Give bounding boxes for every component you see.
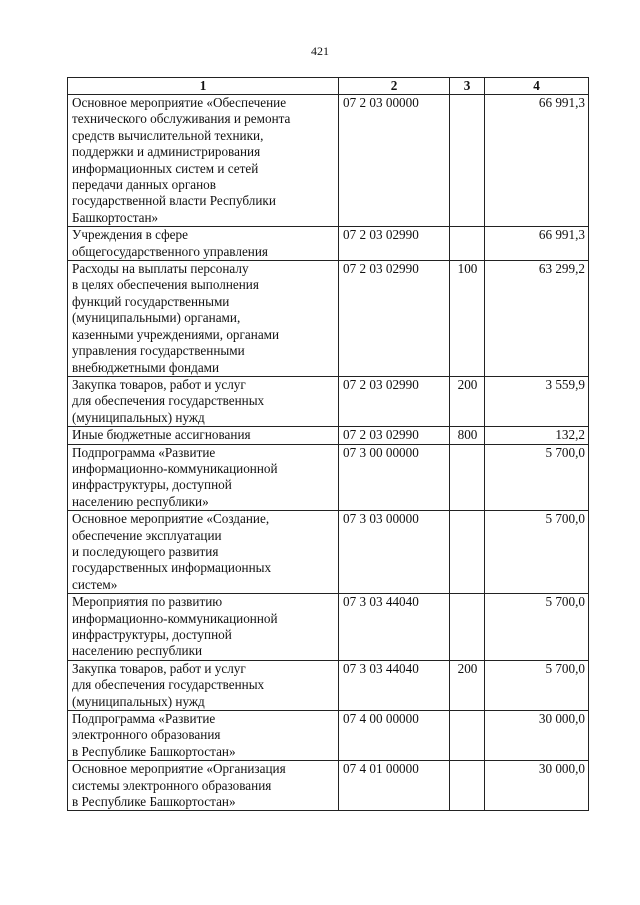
row-amount-cell: 63 299,2 [485,261,589,377]
row-type-cell: 200 [450,376,485,426]
row-name-cell: Основное мероприятие «Создание, обеспечение эксплуатации и последующего развития государственных информационных систем» [68,511,339,594]
row-name-cell: Иные бюджетные ассигнования [68,427,339,444]
row-name-cell: Подпрограмма «Развитие информационно-коммуникационной инфраструктуры, доступной населению республики» [68,444,339,511]
table-row [68,711,589,761]
row-code-cell: 07 4 01 00000 [339,761,450,811]
row-type-cell: 200 [450,660,485,710]
row-type-cell: 800 [450,427,485,444]
row-amount-cell: 132,2 [485,427,589,444]
table-row [68,761,589,811]
row-code-cell: 07 3 03 44040 [339,594,450,661]
row-code-cell: 07 2 03 02990 [339,227,450,261]
row-code-cell: 07 3 00 00000 [339,444,450,511]
column-header-2: 2 [339,78,450,95]
row-code-cell: 07 2 03 00000 [339,95,450,227]
table-row [68,261,589,377]
budget-table [67,77,589,811]
row-type-cell [450,227,485,261]
table-header-row [68,78,589,95]
table-row [68,95,589,227]
row-type-cell [450,761,485,811]
column-header-4: 4 [485,78,589,95]
row-amount-cell: 5 700,0 [485,511,589,594]
row-name-cell: Учреждения в сфере общегосударственного управления [68,227,339,261]
column-header-3: 3 [450,78,485,95]
row-name-cell: Основное мероприятие «Организация системы электронного образования в Республике Башкортостан» [68,761,339,811]
table-row [68,427,589,444]
table-row [68,594,589,661]
row-code-cell: 07 4 00 00000 [339,711,450,761]
row-amount-cell: 5 700,0 [485,660,589,710]
row-code-cell: 07 3 03 00000 [339,511,450,594]
row-name-cell: Подпрограмма «Развитие электронного образования в Республике Башкортостан» [68,711,339,761]
row-code-cell: 07 2 03 02990 [339,427,450,444]
row-type-cell: 100 [450,261,485,377]
row-amount-cell: 3 559,9 [485,376,589,426]
table-row [68,376,589,426]
row-code-cell: 07 2 03 02990 [339,261,450,377]
row-type-cell [450,444,485,511]
row-name-cell: Расходы на выплаты персоналу в целях обеспечения выполнения функций государственными (муниципальными) органами, казенными учреждениями, органами управления государственными внебюджетными фондами [68,261,339,377]
row-type-cell [450,711,485,761]
table-row [68,227,589,261]
row-code-cell: 07 3 03 44040 [339,660,450,710]
column-header-1: 1 [68,78,339,95]
row-amount-cell: 5 700,0 [485,594,589,661]
row-name-cell: Закупка товаров, работ и услуг для обеспечения государственных (муниципальных) нужд [68,376,339,426]
row-type-cell [450,95,485,227]
row-type-cell [450,594,485,661]
row-name-cell: Основное мероприятие «Обеспечение технического обслуживания и ремонта средств вычислительной техники, поддержки и администрирования информационных систем и сетей передачи данных органов государственной власти Республики Башкортостан» [68,95,339,227]
table-row [68,660,589,710]
row-amount-cell: 30 000,0 [485,711,589,761]
row-type-cell [450,511,485,594]
table-row [68,511,589,594]
row-code-cell: 07 2 03 02990 [339,376,450,426]
row-amount-cell: 5 700,0 [485,444,589,511]
row-name-cell: Мероприятия по развитию информационно-коммуникационной инфраструктуры, доступной населению республики [68,594,339,661]
table-row [68,444,589,511]
page-number: 421 [311,44,329,58]
row-amount-cell: 66 991,3 [485,95,589,227]
row-amount-cell: 30 000,0 [485,761,589,811]
row-amount-cell: 66 991,3 [485,227,589,261]
row-name-cell: Закупка товаров, работ и услуг для обеспечения государственных (муниципальных) нужд [68,660,339,710]
